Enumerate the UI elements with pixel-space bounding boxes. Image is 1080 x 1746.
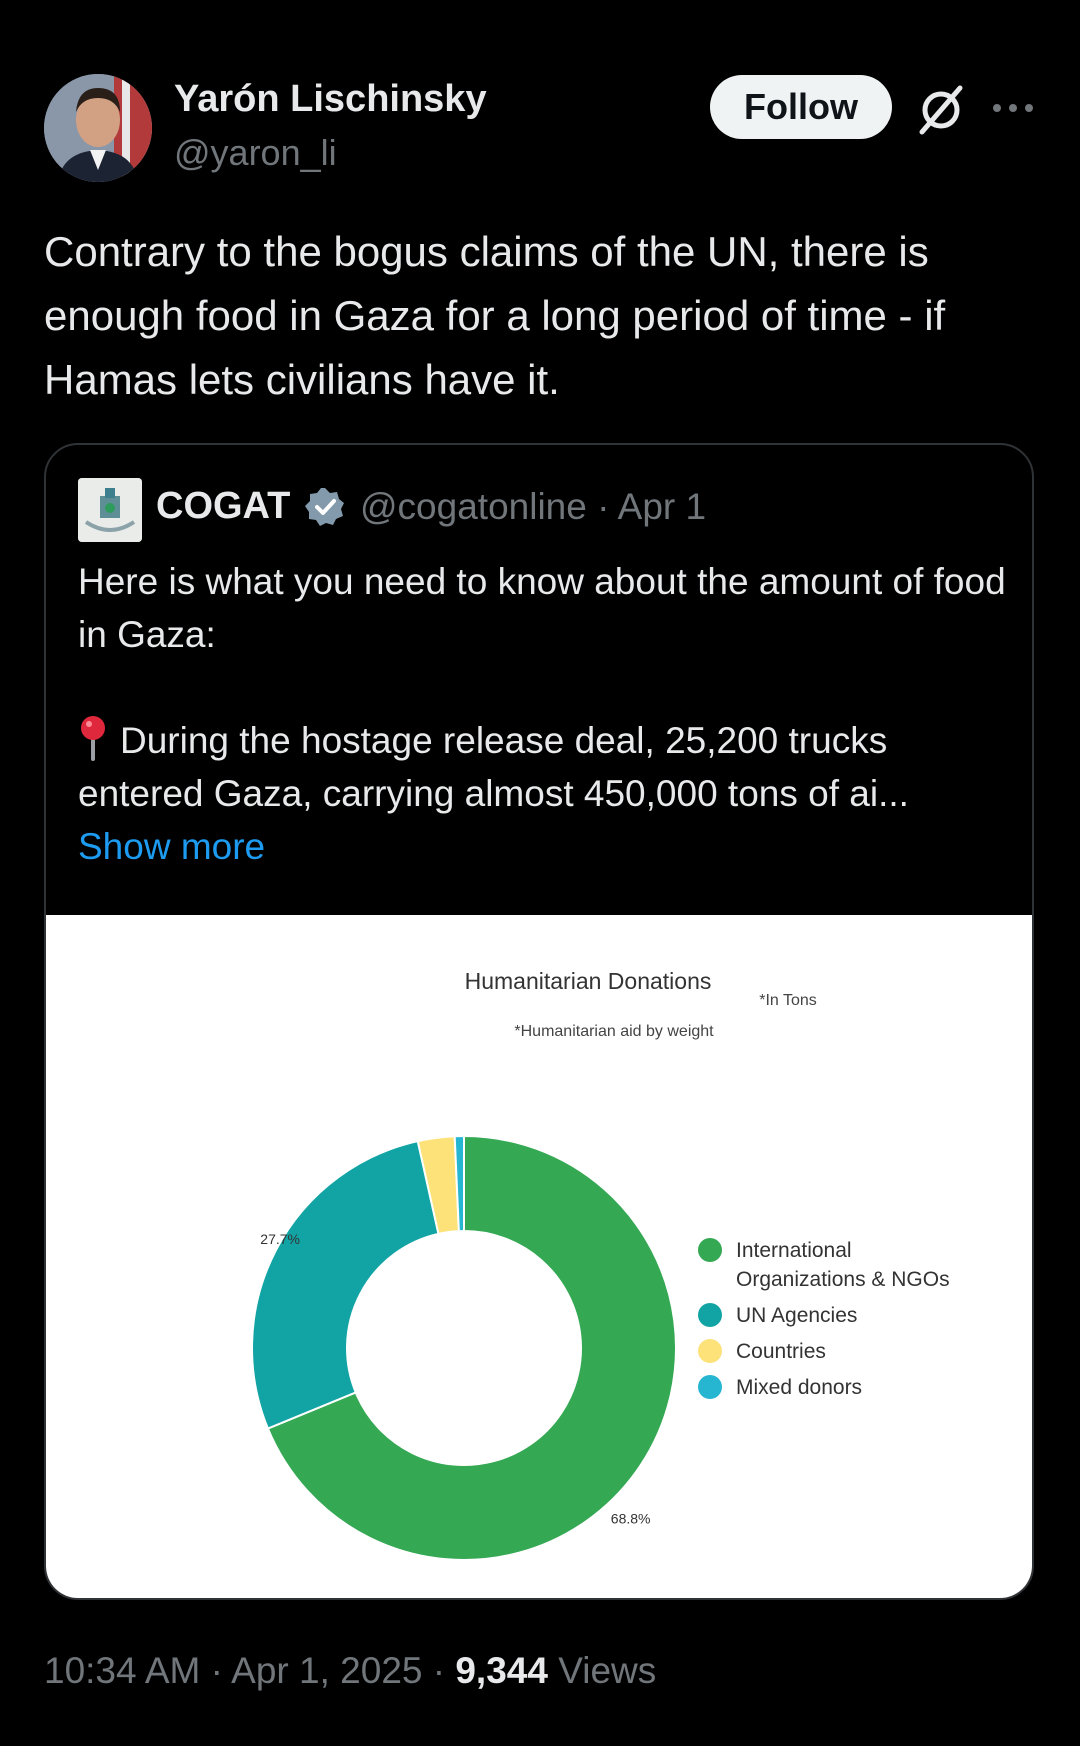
more-icon[interactable] xyxy=(990,88,1036,128)
quoted-line-2-text: During the hostage release deal, 25,200 trucks entered Gaza, carrying almost 450,000 tons of ai... xyxy=(78,720,909,814)
legend-marker-3 xyxy=(698,1375,722,1399)
follow-button[interactable]: Follow xyxy=(710,75,892,139)
author-handle[interactable]: @yaron_li xyxy=(174,132,337,173)
legend-item-1: UN Agencies xyxy=(736,1304,858,1327)
chart-title: Humanitarian Donations xyxy=(464,968,712,994)
author-name[interactable]: Yarón Lischinsky xyxy=(174,78,487,120)
tweet-timestamp[interactable] xyxy=(44,1650,656,1692)
show-more-link[interactable]: Show more xyxy=(78,826,266,867)
quoted-author-name[interactable]: COGAT xyxy=(156,485,291,527)
tweet-header xyxy=(44,74,1036,184)
tweet-text: Contrary to the bogus claims of the UN, there is enough food in Gaza for a long period of time - if Hamas lets civilians have it. xyxy=(44,228,946,403)
legend-marker-2 xyxy=(698,1339,722,1363)
quoted-text xyxy=(78,555,1008,873)
quoted-tweet[interactable] xyxy=(44,443,1034,1600)
legend-marker-0 xyxy=(698,1238,722,1262)
chart-note: *In Tons xyxy=(759,992,817,1009)
legend-item-0: International Organizations & NGOs xyxy=(736,1239,950,1291)
cogat-logo xyxy=(78,478,142,542)
slice-label-1: 27.7% xyxy=(260,1230,300,1247)
verified-badge-icon xyxy=(304,486,346,528)
donut-slice-1[interactable] xyxy=(252,1141,438,1428)
chart-subtitle: *Humanitarian aid by weight xyxy=(514,1023,714,1040)
legend-marker-1 xyxy=(698,1303,722,1327)
timestamp-text: 10:34 AM · Apr 1, 2025 · xyxy=(44,1650,456,1691)
views-label: Views xyxy=(547,1650,657,1691)
quoted-line-1: Here is what you need to know about the amount of food in Gaza: xyxy=(78,561,1006,655)
round-pushpin-icon xyxy=(78,715,108,761)
quoted-line-2 xyxy=(78,714,1008,820)
donations-chart[interactable] xyxy=(46,915,1032,1598)
slice-label-0: 68.8% xyxy=(610,1510,651,1527)
legend-item-3: Mixed donors xyxy=(736,1376,863,1399)
quoted-handle-date[interactable]: @cogatonline · Apr 1 xyxy=(360,486,707,527)
author-avatar[interactable] xyxy=(44,74,152,182)
grok-icon[interactable] xyxy=(914,82,968,136)
legend-item-2: Countries xyxy=(736,1340,826,1363)
views-count: 9,344 xyxy=(455,1650,548,1691)
